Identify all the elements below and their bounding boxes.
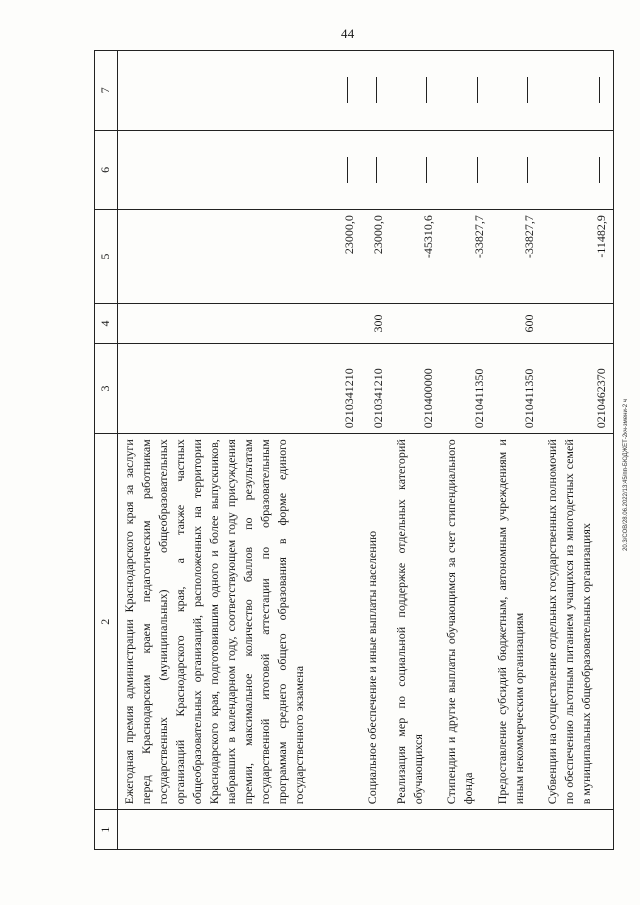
row-num — [440, 810, 490, 850]
dash-mark — [347, 77, 348, 103]
row-name: Стипендии и другие выплаты обучающимся за счет стипендиального фонда — [440, 434, 490, 810]
row-code: 0210411350 — [491, 343, 541, 433]
page-number: 44 — [341, 26, 355, 41]
row-amount: -33827,7 — [440, 210, 490, 304]
header-col-5: 5 — [95, 210, 118, 304]
row-num — [491, 810, 541, 850]
row-num — [390, 810, 440, 850]
row-vr: 300 — [361, 304, 390, 344]
table-row — [390, 51, 440, 850]
row-name: Реализация мер по социальной поддержке отдельных категорий обучающихся — [390, 434, 440, 810]
row-amount: -45310,6 — [390, 210, 440, 304]
header-col-4: 4 — [95, 304, 118, 344]
table-header-row — [95, 51, 118, 850]
row-num — [118, 810, 362, 850]
row-code: 0210341210 — [361, 343, 390, 433]
row-col6-dash — [541, 130, 613, 210]
row-vr — [440, 304, 490, 344]
row-vr — [118, 304, 362, 344]
row-vr — [541, 304, 613, 344]
dash-mark — [376, 157, 377, 183]
table-row — [361, 51, 390, 850]
row-col6-dash — [361, 130, 390, 210]
header-col-7: 7 — [95, 51, 118, 131]
table-rotator — [94, 50, 614, 850]
header-col-2: 2 — [95, 434, 118, 810]
header-col-1: 1 — [95, 810, 118, 850]
row-col6-dash — [440, 130, 490, 210]
row-col6-dash — [491, 130, 541, 210]
dash-mark — [477, 77, 478, 103]
header-col-3: 3 — [95, 343, 118, 433]
dash-mark — [599, 157, 600, 183]
dash-mark — [426, 77, 427, 103]
row-name: Ежегодная премия администрации Краснодарского края за заслуги перед Краснодарским краем педагогическим работникам государственных (муниципальных) общеобразовательных организаций Краснодарского края, а также частных общеобразовательных организаций, расположенных на территории Краснодарского края, подготовившим одного и более выпускников, набравших в календарном году, соответствующем году присуждения премии, максимальное количество баллов по результатам государственной итоговой аттестации по образовательным программам среднего общего образования в форме единого государственного экзамена — [118, 434, 362, 810]
row-name: Социальное обеспечение и иные выплаты населению — [361, 434, 390, 810]
table-row — [491, 51, 541, 850]
row-col7-dash — [118, 51, 362, 131]
row-col7-dash — [390, 51, 440, 131]
dash-mark — [347, 157, 348, 183]
row-code: 0210341210 — [118, 343, 362, 433]
row-amount: 23000,0 — [118, 210, 362, 304]
row-vr: 600 — [491, 304, 541, 344]
table-row — [541, 51, 613, 850]
dash-mark — [599, 77, 600, 103]
side-stamp: 20.3/СОВ/28.06.2022/13:45/пп-БЮДЖЕТ-2кч-змени-2 ч — [623, 399, 629, 551]
row-code: 0210411350 — [440, 343, 490, 433]
dash-mark — [426, 157, 427, 183]
row-amount: -11482,9 — [541, 210, 613, 304]
row-col7-dash — [541, 51, 613, 131]
row-code: 0210400000 — [390, 343, 440, 433]
row-col7-dash — [361, 51, 390, 131]
dash-mark — [477, 157, 478, 183]
table-row — [118, 51, 362, 850]
header-col-6: 6 — [95, 130, 118, 210]
budget-table — [94, 50, 614, 850]
row-num — [361, 810, 390, 850]
dash-mark — [527, 157, 528, 183]
row-num — [541, 810, 613, 850]
row-col6-dash — [118, 130, 362, 210]
row-name: Предоставление субсидий бюджетным, автономным учреждениям и иным некоммерческим организациям — [491, 434, 541, 810]
budget-table-frame — [94, 50, 614, 850]
row-amount: 23000,0 — [361, 210, 390, 304]
dash-mark — [527, 77, 528, 103]
dash-mark — [376, 77, 377, 103]
row-amount: -33827,7 — [491, 210, 541, 304]
row-col7-dash — [440, 51, 490, 131]
row-col7-dash — [491, 51, 541, 131]
row-vr — [390, 304, 440, 344]
row-name: Субвенции на осуществление отдельных государственных полномочий по обеспечению льготным питанием учащихся из многодетных семей в муниципальных общеобразовательных организациях — [541, 434, 613, 810]
row-code: 0210462370 — [541, 343, 613, 433]
row-col6-dash — [390, 130, 440, 210]
table-row — [440, 51, 490, 850]
